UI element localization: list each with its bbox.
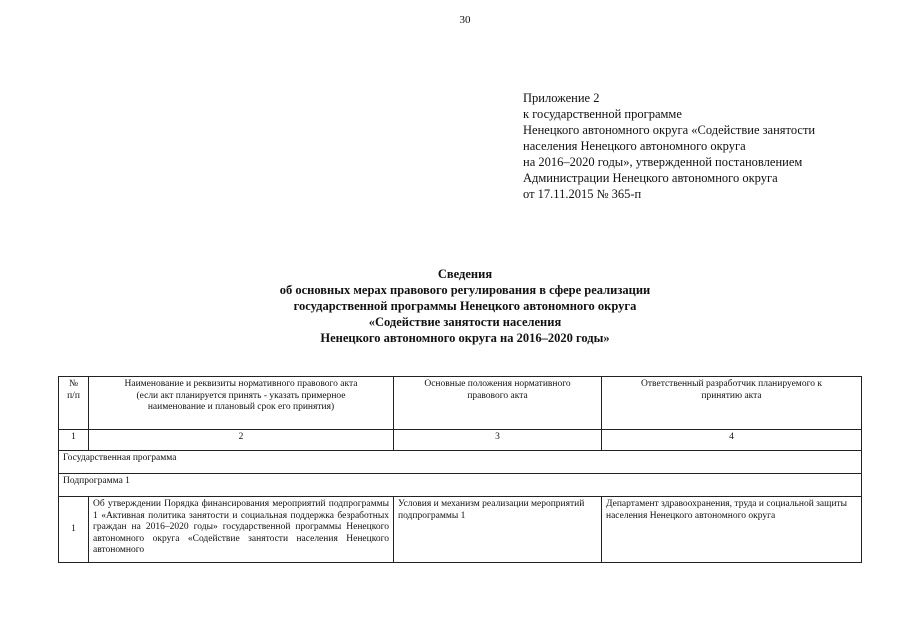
header-act-name: Наименование и реквизиты нормативного правового акта (если акт планируется принять - указать примерное наименование и плановый срок его принятия): [89, 377, 394, 430]
appendix-line: Приложение 2: [523, 91, 600, 105]
appendix-line: к государственной программе: [523, 107, 682, 121]
regulation-table: [58, 376, 862, 563]
column-number: 4: [602, 430, 862, 451]
column-number: 3: [394, 430, 602, 451]
appendix-line: от 17.11.2015 № 365-п: [523, 187, 642, 201]
page-number: 30: [459, 14, 471, 26]
appendix-line: Администрации Ненецкого автономного округа: [523, 171, 778, 185]
section-row-program: [59, 451, 862, 474]
header-developer: Ответственный разработчик планируемого к принятию акта: [602, 377, 862, 430]
title-line: государственной программы Ненецкого автономного округа: [293, 299, 637, 313]
section-row-subprogram: [59, 474, 862, 497]
header-number: № п/п: [59, 377, 89, 430]
title-line: Сведения: [437, 267, 493, 281]
table-row: [59, 497, 862, 563]
row-provisions: Условия и механизм реализации мероприятий подпрограммы 1: [394, 497, 602, 563]
appendix-note: [523, 90, 893, 202]
title-line: «Содействие занятости населения: [368, 315, 562, 329]
row-developer: Департамент здравоохранения, труда и социальной защиты населения Ненецкого автономного округа: [602, 497, 862, 563]
appendix-line: Ненецкого автономного округа «Содействие занятости: [523, 123, 816, 137]
table-header-row: [59, 377, 862, 430]
header-provisions: Основные положения нормативного правового акта: [394, 377, 602, 430]
title-line: об основных мерах правового регулирования в сфере реализации: [279, 283, 651, 297]
column-number: 2: [89, 430, 394, 451]
document-title: [150, 266, 780, 346]
column-number: 1: [59, 430, 89, 451]
section-subprogram-label: Подпрограмма 1: [59, 474, 862, 497]
column-numbers-row: [59, 430, 862, 451]
appendix-line: на 2016–2020 годы», утвержденной постановлением: [523, 155, 803, 169]
row-number: 1: [59, 497, 89, 563]
section-program-label: Государственная программа: [59, 451, 862, 474]
row-act-name: Об утверждении Порядка финансирования мероприятий подпрограммы 1 «Активная политика занятости и социальная поддержка безработных граждан на 2016–2020 годы» государственной программы Ненецкого автономного округа «Содействие занятости населения Ненецкого автономного: [89, 497, 394, 563]
appendix-line: населения Ненецкого автономного округа: [523, 139, 746, 153]
title-line: Ненецкого автономного округа на 2016–2020 годы»: [320, 331, 610, 345]
